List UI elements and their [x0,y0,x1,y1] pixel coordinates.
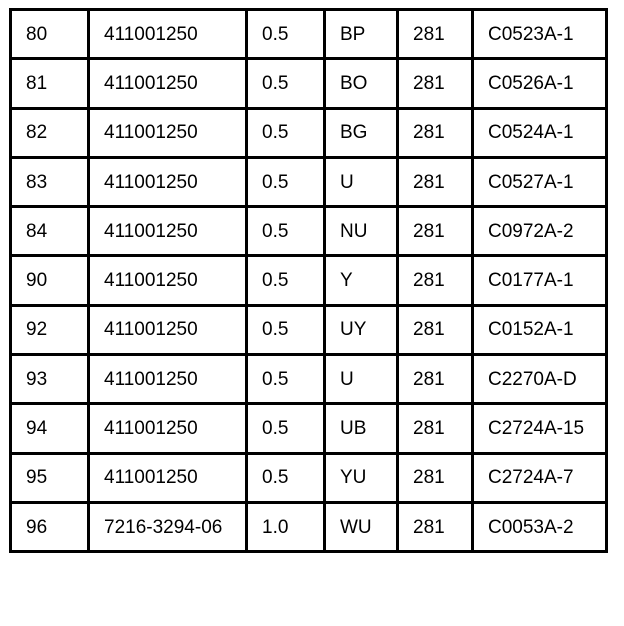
table-row [11,108,607,157]
quantity-cell: 0.5 [247,59,325,108]
code-cell: U [325,355,398,404]
quantity-cell: 0.5 [247,157,325,206]
reference-cell: C0053A-2 [473,502,607,551]
part-number-cell: 411001250 [89,355,247,404]
part-number-cell: 411001250 [89,108,247,157]
code-cell: BG [325,108,398,157]
reference-cell: C2724A-15 [473,404,607,453]
reference-cell: C0524A-1 [473,108,607,157]
table-row [11,157,607,206]
table-row [11,59,607,108]
code-cell: U [325,157,398,206]
table-row [11,207,607,256]
row-number-cell: 83 [11,157,89,206]
value-cell: 281 [398,10,473,59]
value-cell: 281 [398,256,473,305]
part-number-cell: 411001250 [89,404,247,453]
reference-cell: C2270A-D [473,355,607,404]
quantity-cell: 0.5 [247,108,325,157]
value-cell: 281 [398,305,473,354]
table-row [11,305,607,354]
code-cell: WU [325,502,398,551]
code-cell: NU [325,207,398,256]
value-cell: 281 [398,207,473,256]
row-number-cell: 96 [11,502,89,551]
row-number-cell: 81 [11,59,89,108]
part-number-cell: 411001250 [89,453,247,502]
part-number-cell: 411001250 [89,207,247,256]
code-cell: UY [325,305,398,354]
code-cell: BO [325,59,398,108]
reference-cell: C0527A-1 [473,157,607,206]
table-body [11,10,607,552]
code-cell: BP [325,10,398,59]
reference-cell: C0526A-1 [473,59,607,108]
quantity-cell: 0.5 [247,355,325,404]
table-row [11,404,607,453]
table-row [11,10,607,59]
data-table-container [9,8,608,553]
value-cell: 281 [398,108,473,157]
quantity-cell: 0.5 [247,256,325,305]
part-number-cell: 411001250 [89,305,247,354]
quantity-cell: 0.5 [247,453,325,502]
table-row [11,256,607,305]
row-number-cell: 93 [11,355,89,404]
row-number-cell: 94 [11,404,89,453]
quantity-cell: 0.5 [247,305,325,354]
table-row [11,502,607,551]
value-cell: 281 [398,355,473,404]
row-number-cell: 95 [11,453,89,502]
quantity-cell: 0.5 [247,404,325,453]
code-cell: UB [325,404,398,453]
reference-cell: C2724A-7 [473,453,607,502]
value-cell: 281 [398,453,473,502]
table-row [11,355,607,404]
row-number-cell: 90 [11,256,89,305]
quantity-cell: 1.0 [247,502,325,551]
quantity-cell: 0.5 [247,10,325,59]
value-cell: 281 [398,502,473,551]
quantity-cell: 0.5 [247,207,325,256]
part-number-cell: 411001250 [89,256,247,305]
reference-cell: C0152A-1 [473,305,607,354]
code-cell: YU [325,453,398,502]
row-number-cell: 84 [11,207,89,256]
row-number-cell: 82 [11,108,89,157]
reference-cell: C0523A-1 [473,10,607,59]
value-cell: 281 [398,59,473,108]
value-cell: 281 [398,404,473,453]
reference-cell: C0972A-2 [473,207,607,256]
data-table [9,8,608,553]
part-number-cell: 7216-3294-06 [89,502,247,551]
value-cell: 281 [398,157,473,206]
table-row [11,453,607,502]
row-number-cell: 80 [11,10,89,59]
reference-cell: C0177A-1 [473,256,607,305]
code-cell: Y [325,256,398,305]
row-number-cell: 92 [11,305,89,354]
part-number-cell: 411001250 [89,59,247,108]
part-number-cell: 411001250 [89,10,247,59]
part-number-cell: 411001250 [89,157,247,206]
